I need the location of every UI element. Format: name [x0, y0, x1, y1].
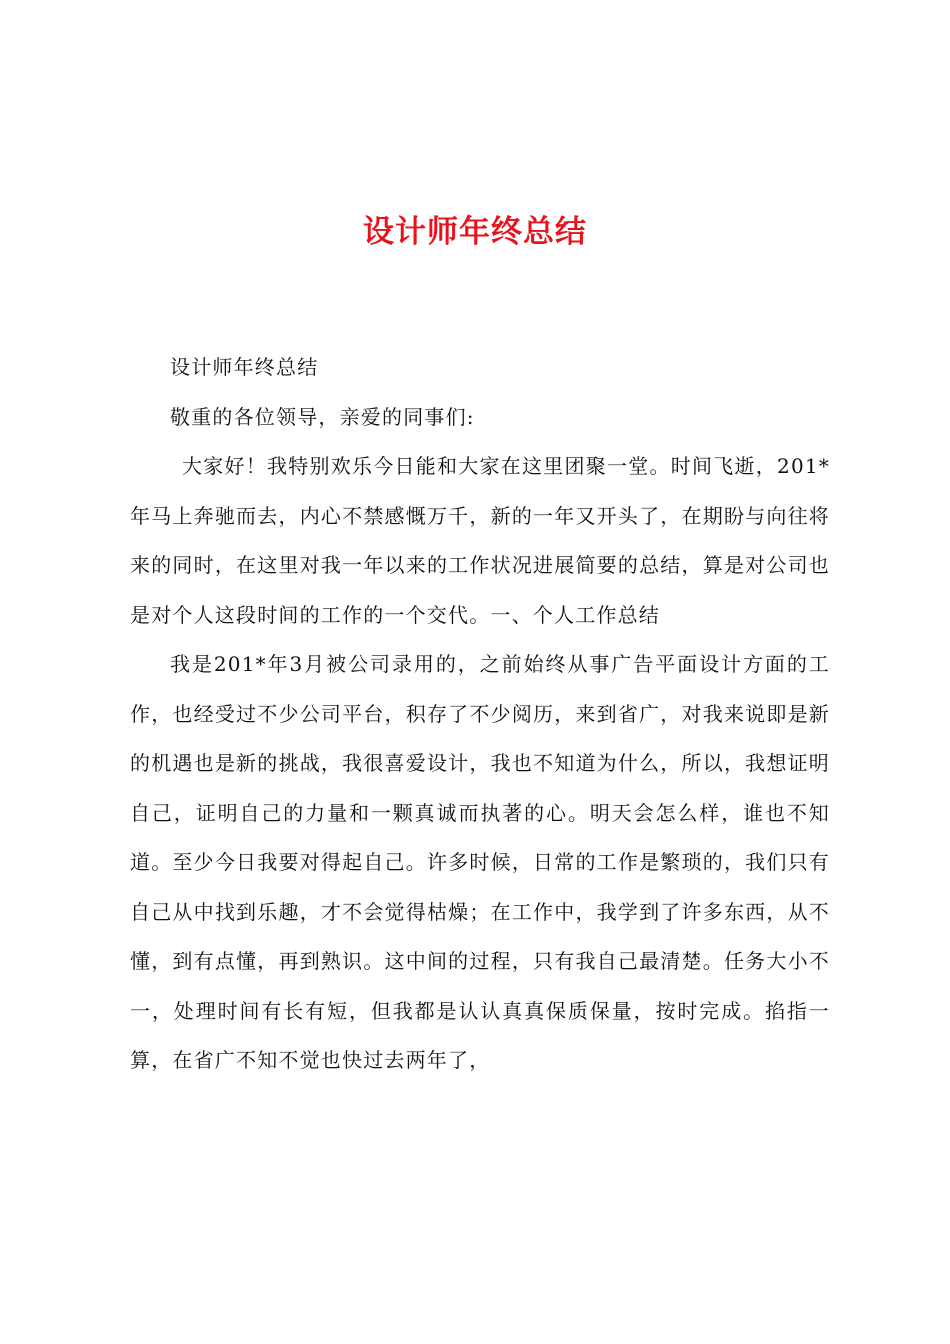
document-body	[130, 343, 830, 1086]
paragraph-experience: 我是201*年3月被公司录用的，之前始终从事广告平面设计方面的工作，也经受过不少公司平台，积存了不少阅历，来到省广，对我来说即是新的机遇也是新的挑战，我很喜爱设计，我也不知道为什么，所以，我想证明自己，证明自己的力量和一颗真诚而执著的心。明天会怎么样，谁也不知道。至少今日我要对得起自己。许多时候，日常的工作是繁琐的，我们只有自己从中找到乐趣，才不会觉得枯燥；在工作中，我学到了许多东西，从不懂，到有点懂，再到熟识。这中间的过程，只有我自己最清楚。任务大小不一，处理时间有长有短，但我都是认认真真保质保量，按时完成。掐指一算，在省广不知不觉也快过去两年了，	[130, 652, 830, 1072]
paragraph-intro: 大家好！我特别欢乐今日能和大家在这里团聚一堂。时间飞逝，201*年马上奔驰而去，内心不禁感慨万千，新的一年又开头了，在期盼与向往将来的同时，在这里对我一年以来的工作状况进展简要的总结，算是对公司也是对个人这段时间的工作的一个交代。一、个人工作总结	[130, 454, 830, 627]
salutation: 敬重的各位领导，亲爱的同事们:	[170, 404, 475, 429]
body-heading: 设计师年终总结	[170, 355, 319, 379]
document-title: 设计师年终总结	[363, 214, 587, 250]
